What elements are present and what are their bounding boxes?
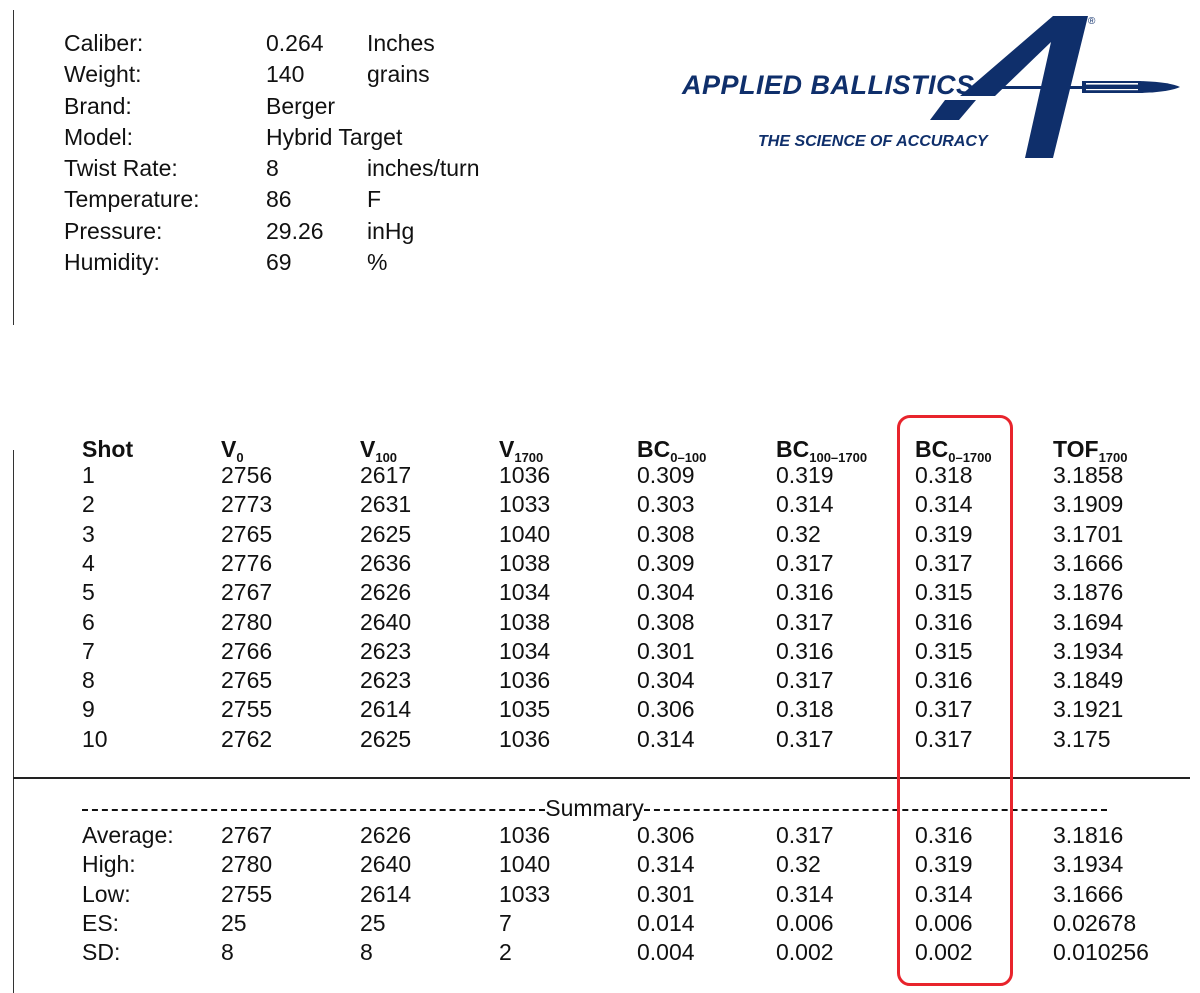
summary-stat-label: ES: [82, 909, 120, 936]
cell-v0: 2767 [221, 579, 273, 606]
cell-tof-1700: 0.02678 [1053, 909, 1137, 936]
cell-shot: 2 [82, 491, 95, 518]
cell-shot: 6 [82, 608, 95, 635]
cell-bc-0-1700: 0.315 [915, 637, 973, 664]
spec-row-pressure [64, 216, 480, 247]
bullet-specs [64, 28, 480, 278]
cell-bc-0-100: 0.014 [637, 909, 695, 936]
cell-v0: 8 [221, 939, 234, 966]
spec-unit: % [367, 249, 388, 276]
cell-shot: 10 [82, 725, 108, 752]
cell-bc-0-100: 0.308 [637, 608, 695, 635]
cell-bc-100-1700: 0.318 [776, 696, 834, 723]
table-row [0, 696, 1200, 726]
cell-v0: 2765 [221, 520, 273, 547]
spec-value: Hybrid Target [266, 123, 403, 150]
dash-left [82, 809, 545, 811]
cell-bc-100-1700: 0.316 [776, 579, 834, 606]
header-tof-1700: $TOF_{1700}$ [1053, 436, 1128, 465]
cell-bc-0-1700: 0.315 [915, 579, 973, 606]
cell-tof-1700: 3.1934 [1053, 851, 1124, 878]
cell-bc-0-1700: 0.318 [915, 462, 973, 488]
cell-v100: 2640 [360, 851, 412, 878]
cell-v0: 2762 [221, 725, 273, 752]
cell-bc-100-1700: 0.317 [776, 667, 834, 694]
table-row [0, 638, 1200, 668]
spec-label: Twist Rate: [64, 155, 178, 182]
cell-tof-1700: 3.1666 [1053, 880, 1124, 907]
cell-tof-1700: 3.175 [1053, 725, 1111, 752]
dash-right [644, 809, 1107, 811]
cell-bc-0-100: 0.004 [637, 939, 695, 966]
header-v100: $V_{100}$ [360, 436, 398, 465]
cell-bc-100-1700: 0.002 [776, 939, 834, 966]
spec-label: Pressure: [64, 217, 163, 244]
cell-v0: 2780 [221, 608, 273, 635]
cell-v100: 2640 [360, 608, 412, 635]
spec-unit: Inches [367, 30, 435, 56]
table-row [0, 550, 1200, 580]
cell-v100: 2623 [360, 667, 412, 694]
spec-row-humidity [64, 247, 480, 278]
cell-v1700: 1033 [499, 880, 551, 907]
cell-bc-100-1700: 0.317 [776, 608, 834, 635]
table-row [0, 726, 1200, 756]
cell-tof-1700: 0.010256 [1053, 939, 1149, 966]
logo-tagline: THE SCIENCE OF ACCURACY [758, 133, 988, 150]
cell-v1700: 1035 [499, 696, 551, 723]
cell-bc-0-1700: 0.002 [915, 939, 973, 966]
cell-v100: 2625 [360, 520, 412, 547]
cell-v1700: 2 [499, 939, 512, 966]
summary-row [0, 910, 1200, 940]
cell-v100: 2626 [360, 822, 412, 848]
table-row [0, 491, 1200, 521]
cell-bc-100-1700: 0.317 [776, 725, 834, 752]
cell-tof-1700: 3.1876 [1053, 579, 1124, 606]
spec-value: 86 [266, 186, 292, 213]
cell-v1700: 1038 [499, 608, 551, 635]
cell-v100: 8 [360, 939, 373, 966]
spec-value: 69 [266, 249, 292, 276]
spec-label: Caliber: [64, 30, 144, 56]
spec-value: 29.26 [266, 217, 324, 244]
cell-bc-0-100: 0.304 [637, 579, 695, 606]
cell-bc-100-1700: 0.32 [776, 520, 821, 547]
summary-stat-label: SD: [82, 939, 121, 966]
cell-tof-1700: 3.1921 [1053, 696, 1124, 723]
cell-bc-0-1700: 0.314 [915, 880, 973, 907]
cell-shot: 1 [82, 462, 95, 488]
spec-unit: inches/turn [367, 155, 480, 182]
summary-row [0, 851, 1200, 881]
cell-tof-1700: 3.1701 [1053, 520, 1124, 547]
cell-bc-0-1700: 0.317 [915, 725, 973, 752]
cell-v1700: 1033 [499, 491, 551, 518]
summary-stat-label: High: [82, 851, 136, 878]
spec-row-weight [64, 59, 480, 90]
cell-bc-0-1700: 0.314 [915, 491, 973, 518]
cell-v0: 2755 [221, 696, 273, 723]
cell-bc-0-1700: 0.317 [915, 549, 973, 576]
summary-row [0, 939, 1200, 969]
cell-v100: 2614 [360, 696, 412, 723]
cell-v100: 2626 [360, 579, 412, 606]
bc-0-1700-highlight-box [897, 415, 1013, 986]
cell-bc-0-1700: 0.316 [915, 822, 973, 848]
cell-v0: 2766 [221, 637, 273, 664]
spec-label: Weight: [64, 61, 142, 88]
cell-shot: 4 [82, 549, 95, 576]
cell-v0: 2765 [221, 667, 273, 694]
header-v1700: $V_{1700}$ [499, 436, 544, 465]
cell-v1700: 1040 [499, 520, 551, 547]
cell-bc-100-1700: 0.314 [776, 880, 834, 907]
cell-bc-0-1700: 0.006 [915, 909, 973, 936]
cell-tof-1700: 3.1816 [1053, 822, 1124, 848]
cell-bc-100-1700: 0.319 [776, 462, 834, 488]
summary-stat-label: Average: [82, 822, 174, 848]
cell-bc-0-1700: 0.316 [915, 608, 973, 635]
cell-tof-1700: 3.1849 [1053, 667, 1124, 694]
cell-v1700: 1038 [499, 549, 551, 576]
cell-bc-0-1700: 0.316 [915, 667, 973, 694]
cell-v0: 2776 [221, 549, 273, 576]
summary-row [0, 881, 1200, 911]
spec-row-brand [64, 91, 480, 122]
cell-shot: 7 [82, 637, 95, 664]
table-row [0, 579, 1200, 609]
spec-value: 8 [266, 155, 279, 182]
cell-tof-1700: 3.1694 [1053, 608, 1124, 635]
spec-value: 0.264 [266, 30, 324, 56]
summary-row [0, 822, 1200, 852]
cell-tof-1700: 3.1934 [1053, 637, 1124, 664]
header-bc-100-1700: $BC_{100-1700}$ [776, 436, 868, 465]
cell-v100: 2617 [360, 462, 412, 488]
cell-v100: 2625 [360, 725, 412, 752]
cell-bc-100-1700: 0.006 [776, 909, 834, 936]
spec-label: Model: [64, 123, 134, 150]
cell-bc-0-1700: 0.319 [915, 851, 973, 878]
cell-bc-0-100: 0.308 [637, 520, 695, 547]
cell-v1700: 1034 [499, 637, 551, 664]
cell-v0: 2756 [221, 462, 273, 488]
header-bc-0-100: $BC_{0-100}$ [637, 436, 707, 465]
cell-v1700: 1036 [499, 725, 551, 752]
table-row [0, 521, 1200, 551]
spec-unit: grains [367, 61, 430, 88]
table-row [0, 667, 1200, 697]
cell-bc-0-100: 0.301 [637, 880, 695, 907]
table-row [0, 462, 1200, 492]
cell-v1700: 1034 [499, 579, 551, 606]
cell-v0: 2780 [221, 851, 273, 878]
cell-v100: 25 [360, 909, 386, 936]
spec-row-model [64, 122, 480, 153]
cell-v1700: 1036 [499, 822, 551, 848]
spec-label: Humidity: [64, 249, 160, 276]
cell-bc-100-1700: 0.317 [776, 822, 834, 848]
cell-v100: 2631 [360, 491, 412, 518]
summary-label: Summary [545, 795, 644, 821]
cell-v1700: 1036 [499, 462, 551, 488]
cell-bc-100-1700: 0.314 [776, 491, 834, 518]
spec-unit: inHg [367, 217, 415, 244]
table-row [0, 609, 1200, 639]
summary-stat-label: Low: [82, 880, 131, 907]
spec-row-twist-rate [64, 153, 480, 184]
spec-label: Brand: [64, 92, 132, 119]
spec-row-temperature [64, 184, 480, 215]
cell-v0: 25 [221, 909, 247, 936]
cell-tof-1700: 3.1909 [1053, 491, 1124, 518]
header-v0: $V_0$ [221, 436, 244, 465]
cell-bc-100-1700: 0.32 [776, 851, 821, 878]
cell-v100: 2614 [360, 880, 412, 907]
cell-v100: 2623 [360, 637, 412, 664]
cell-bc-0-100: 0.301 [637, 637, 695, 664]
cell-bc-0-100: 0.309 [637, 462, 695, 488]
cell-shot: 9 [82, 696, 95, 723]
cell-v0: 2755 [221, 880, 273, 907]
cell-bc-0-100: 0.303 [637, 491, 695, 518]
cell-shot: 8 [82, 667, 95, 694]
svg-text:®: ® [1088, 16, 1096, 27]
left-border-top [13, 10, 14, 325]
cell-tof-1700: 3.1858 [1053, 462, 1124, 488]
cell-bc-0-100: 0.306 [637, 696, 695, 723]
spec-value: Berger [266, 92, 336, 119]
cell-bc-100-1700: 0.317 [776, 549, 834, 576]
cell-bc-0-100: 0.309 [637, 549, 695, 576]
spec-value: 140 [266, 61, 305, 88]
cell-v0: 2767 [221, 822, 273, 848]
cell-v1700: 1040 [499, 851, 551, 878]
cell-bc-0-100: 0.314 [637, 851, 695, 878]
header-bc-0-1700: $BC_{0-1700}$ [915, 436, 992, 465]
spec-unit: F [367, 186, 382, 213]
logo-title: APPLIED BALLISTICS [682, 70, 975, 100]
cell-bc-0-100: 0.304 [637, 667, 695, 694]
cell-bc-0-1700: 0.317 [915, 696, 973, 723]
cell-shot: 5 [82, 579, 95, 606]
cell-bc-0-1700: 0.319 [915, 520, 973, 547]
cell-tof-1700: 3.1666 [1053, 549, 1124, 576]
cell-v1700: 7 [499, 909, 512, 936]
spec-label: Temperature: [64, 186, 200, 213]
cell-bc-0-100: 0.314 [637, 725, 695, 752]
cell-v0: 2773 [221, 491, 273, 518]
header-shot: Shot [82, 436, 134, 462]
cell-bc-0-100: 0.306 [637, 822, 695, 848]
cell-shot: 3 [82, 520, 95, 547]
section-divider [13, 777, 1190, 779]
cell-v1700: 1036 [499, 667, 551, 694]
cell-v100: 2636 [360, 549, 412, 576]
applied-ballistics-logo [670, 0, 1200, 170]
cell-bc-100-1700: 0.316 [776, 637, 834, 664]
spec-row-caliber [64, 28, 480, 59]
